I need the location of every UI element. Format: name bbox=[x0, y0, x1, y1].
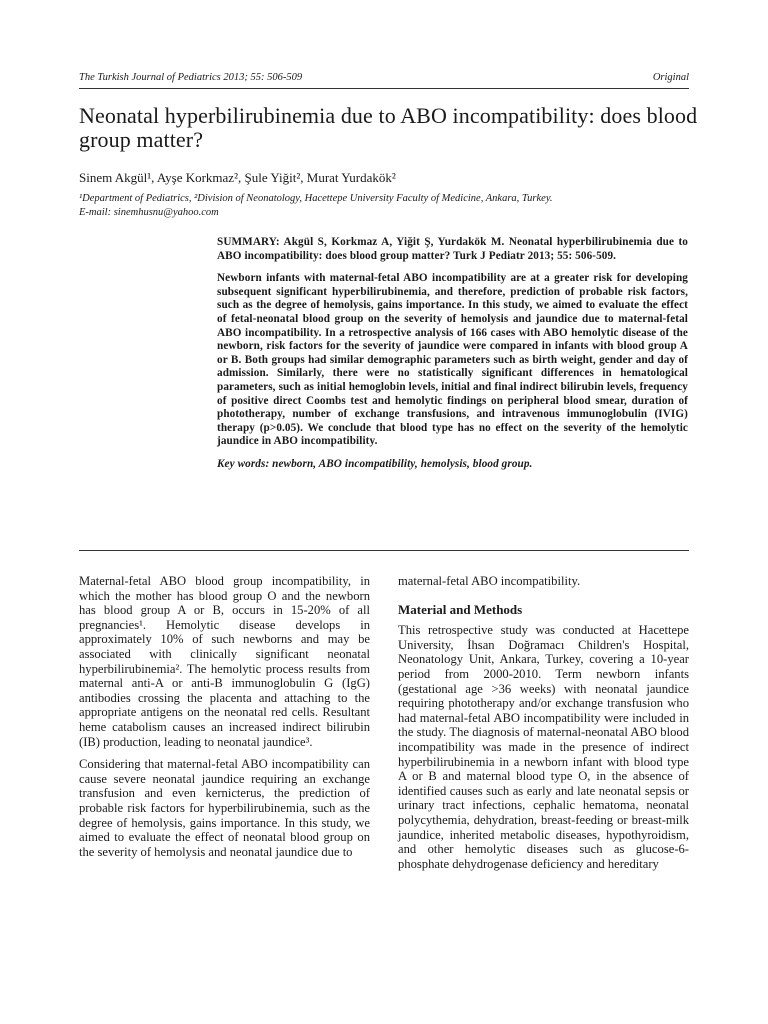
body-rule bbox=[79, 550, 689, 551]
article-title: Neonatal hyperbilirubinemia due to ABO incompatibility: does blood group matter? bbox=[79, 103, 698, 152]
email-line: E-mail: sinemhusnu@yahoo.com bbox=[79, 207, 219, 218]
journal-citation: The Turkish Journal of Pediatrics 2013; 55: 506-509 bbox=[79, 72, 303, 83]
abstract-citation: SUMMARY: Akgül S, Korkmaz A, Yiğit Ş, Yurdakök M. Neonatal hyperbilirubinemia due to ABO incompatibility: does blood group matter? Turk J Pediatr 2013; 55: 506-509. bbox=[217, 236, 688, 262]
affiliation-line: ¹Department of Pediatrics, ²Division of Neonatology, Hacettepe University Faculty of Medicine, Ankara, Turkey. bbox=[79, 193, 553, 204]
affiliations bbox=[79, 192, 690, 220]
abstract-text: Newborn infants with maternal-fetal ABO incompatibility are at a greater risk for developing subsequent significant hyperbilirubinemia, and therefore, prediction of probable risk factors, such as the degree of hemolysis, gains importance. In this study, we aimed to evaluate the effect of fetal-neonatal blood group on the severity of hemolysis and jaundice due to maternal-fetal ABO incompatibility. In a retrospective analysis of 166 cases with ABO hemolytic disease of the newborn, risk factors for the severity of jaundice were compared in infants with blood group A or B. Both groups had similar demographic parameters such as birth weight, gender and day of admission. Similarly, there were no statistically significant differences in hematological parameters, such as initial hemoglobin levels, initial and final indirect bilirubin levels, frequency of positive direct Coombs test and hemolytic findings on peripheral blood smear, duration of phototherapy, number of exchange transfusions, and intravenous immunoglobulin (IVIG) therapy (p>0.05). We conclude that blood type has no effect on the severity of the hemolytic jaundice in ABO incompatibility. bbox=[217, 272, 688, 448]
intro-paragraph-2-continued: maternal-fetal ABO incompatibility. bbox=[398, 574, 581, 588]
intro-paragraph-2: Considering that maternal-fetal ABO incompatibility can cause severe neonatal jaundice requiring an exchange transfusion and even kernicterus, the prediction of probable risk factors for hyperbilirubinemia, such as the degree of hemolysis, gains importance. In this study, we aimed to evaluate the effect of neonatal blood group on the severity of hemolysis and neonatal jaundice due to bbox=[79, 757, 370, 859]
body-column-right bbox=[398, 574, 689, 879]
keywords: Key words: newborn, ABO incompatibility, hemolysis, blood group. bbox=[217, 457, 533, 470]
intro-paragraph-1: Maternal-fetal ABO blood group incompatibility, in which the mother has blood group O and the newborn has blood group A or B, occurs in 15-20% of all pregnancies¹. Hemolytic disease develops in approximately 10% of such newborns and may be associated with clinically significant neonatal hyperbilirubinemia². The hemolytic process results from maternal anti-A or anti-B immunoglobulin G (IgG) antibodies crossing the placenta and attaching to the appropriate antigens on the neonatal red cells. Resultant heme catabolism causes an increased indirect bilirubin (IB) production, leading to neonatal jaundice³. bbox=[79, 574, 370, 749]
section-heading-methods: Material and Methods bbox=[398, 601, 523, 617]
methods-paragraph-1: This retrospective study was conducted at Hacettepe University, İhsan Doğramacı Children's Hospital, Neonatology Unit, Ankara, Turkey, covering a 10-year period from 2000-2010. Term newborn infants (gestational age >36 weeks) with neonatal jaundice requiring phototherapy and/or exchange transfusion who had maternal-fetal ABO incompatibility were included in the study. The diagnosis of maternal-neonatal ABO blood incompatibility was made in the presence of indirect hyperbilirubinemia in a newborn infant with blood type A or B and maternal blood type O, in the absence of identified causes such as early and late neonatal sepsis or urinary tract infections, cephalic hematoma, neonatal polycythemia, dehydration, breast-feeding or breast-milk jaundice, inherited metabolic diseases, hypothyroidism, and other hemolytic diseases such as glucose-6-phosphate dehydrogenase deficiency and hereditary bbox=[398, 623, 689, 871]
article-type: Original bbox=[652, 72, 689, 83]
author-list: Sinem Akgül¹, Ayşe Korkmaz², Şule Yiğit², Murat Yurdakök² bbox=[79, 170, 396, 185]
body-column-left bbox=[79, 574, 370, 867]
header-rule bbox=[79, 88, 689, 89]
running-header bbox=[79, 72, 689, 83]
abstract-block bbox=[217, 236, 688, 481]
